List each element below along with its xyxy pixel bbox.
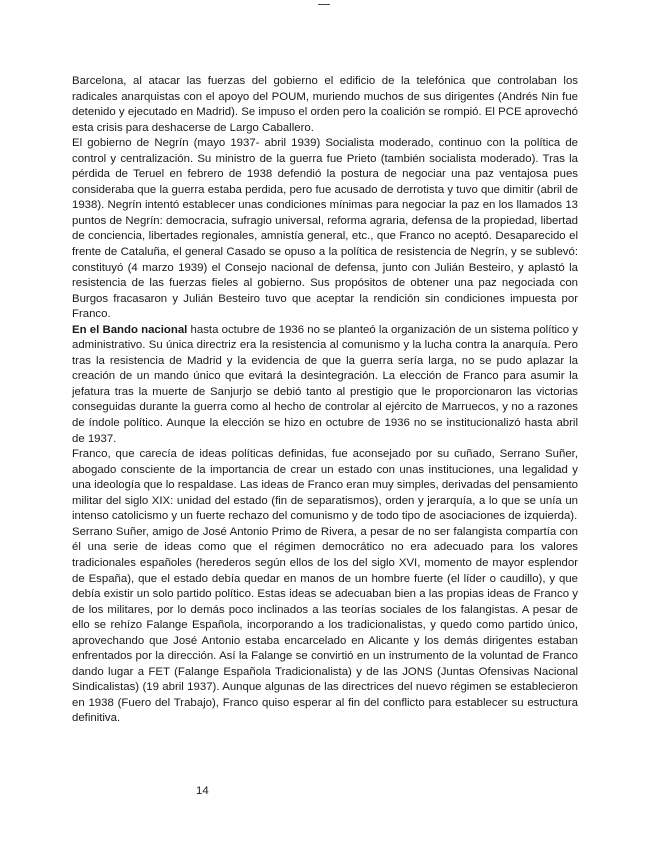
paragraph-negrin-government: El gobierno de Negrín (mayo 1937- abril 1939) Socialista moderado, continuo con la política de control y centralización. Su ministro de la guerra fue Prieto (también socialista moderado). Tras la pérdida de Teruel en febrero de 1938 defendió la postura de negociar una paz ventajosa pues consideraba que la guerra estaba perdida, pero fue acusado de derrotista y tuvo que dimitir (abril de 1938). Negrín intentó establecer unas condiciones mínimas para negociar la paz en los llamados 13 puntos de Negrín: democracia, sufragio universal, reforma agraria, defensa de la propiedad, libertad de conciencia, libertades regionales, amnistía general, etc., que Franco no aceptó. Desaparecido el frente de Cataluña, el general Casado se opuso a la política de resistencia de Negrín, y se sublevó: constituyó (4 marzo 1939) el Consejo nacional de defensa, junto con Julián Besteiro, y aplastó la resistencia de las fuerzas fieles al gobierno. Sus propósitos de obtener una paz negociada con Burgos fracasaron y Julián Besteiro tuvo que aceptar la rendición sin condiciones impuesta por Franco. [72, 137, 578, 321]
page-number: 14 [196, 785, 209, 797]
paragraph-serrano-suner: Serrano Suñer, amigo de José Antonio Primo de Rivera, a pesar de no ser falangista compartía con él una serie de ideas como que el régimen democrático no era adecuado para los valores tradicionales españoles (herederos según ellos de los del siglo XVI, momento de mayor esplendor de España), que el estado debía quedar en manos de un hombre fuerte (el líder o caudillo), y que debía existir un solo partido político. Estas ideas se adecuaban bien a las propias ideas de Franco y de los militares, por lo demás poco inclinados a las teorías sociales de los falangistas. A pesar de ello se rehízo Falange Española, incorporando a los tradicionalistas, y quedo como partido único, aprovechando que José Antonio estaba encarcelado en Alicante y los demás dirigentes estaban enfrentados por la dirección. Así la Falange se convirtió en un instrumento de la voluntad de Franco dando lugar a FET (Falange Española Tradicionalista) y de las JONS (Juntas Ofensivas Nacional Sindicalistas) (19 abril 1937). Aunque algunas de las directrices del nuevo régimen se establecieron en 1938 (Fuero del Trabajo), Franco quiso esperar al fin del conflicto para establecer su estructura definitiva. [72, 525, 578, 725]
paragraph-barcelona: Barcelona, al atacar las fuerzas del gobierno el edificio de la telefónica que controlaban los radicales anarquistas con el apoyo del POUM, muriendo muchos de sus dirigentes (Andrés Nin fue detenido y ejecutado en Madrid). Se impuso el orden pero la coalición se rompió. El PCE aprovechó esta crisis para deshacerse de Largo Caballero. [72, 75, 578, 134]
paragraph-bando-nacional [72, 323, 578, 447]
paragraph-lead-heading: En el Bando nacional [72, 323, 188, 336]
document-body [72, 74, 578, 727]
paragraph-franco-ideas: Franco, que carecía de ideas políticas definidas, fue aconsejado por su cuñado, Serrano Suñer, abogado consciente de la importancia de crear un estado con unas instituciones, una legalidad y una ideología que lo respaldase. Las ideas de Franco eran muy simples, derivadas del pensamiento militar del siglo XIX: unidad del estado (fin de separatismos), orden y jerarquía, a lo que se unía un intenso catolicismo y un fuerte rechazo del comunismo y de todo tipo de asociaciones de izquierda). [72, 448, 578, 523]
page-top-mark [318, 0, 330, 5]
paragraph-bando-nacional-text: hasta octubre de 1936 no se planteó la organización de un sistema político y administrativo. Su única directriz era la resistencia al comunismo y la lucha contra la anarquía. Pero tras la resistencia de Madrid y la evidencia de que la guerra sería larga, no se pudo aplazar la creación de un mando único que evitará la desintegración. La elección de Franco para asumir la jefatura tras la muerte de Sanjurjo se debió tanto al prestigio que le proporcionaron las victorias conseguidas durante la guerra como al hecho de controlar al ejército de Marruecos, y no a razones de índole político. Aunque la elección se hizo en octubre de 1936 no se institucionalizó hasta abril de 1937. [72, 323, 578, 445]
